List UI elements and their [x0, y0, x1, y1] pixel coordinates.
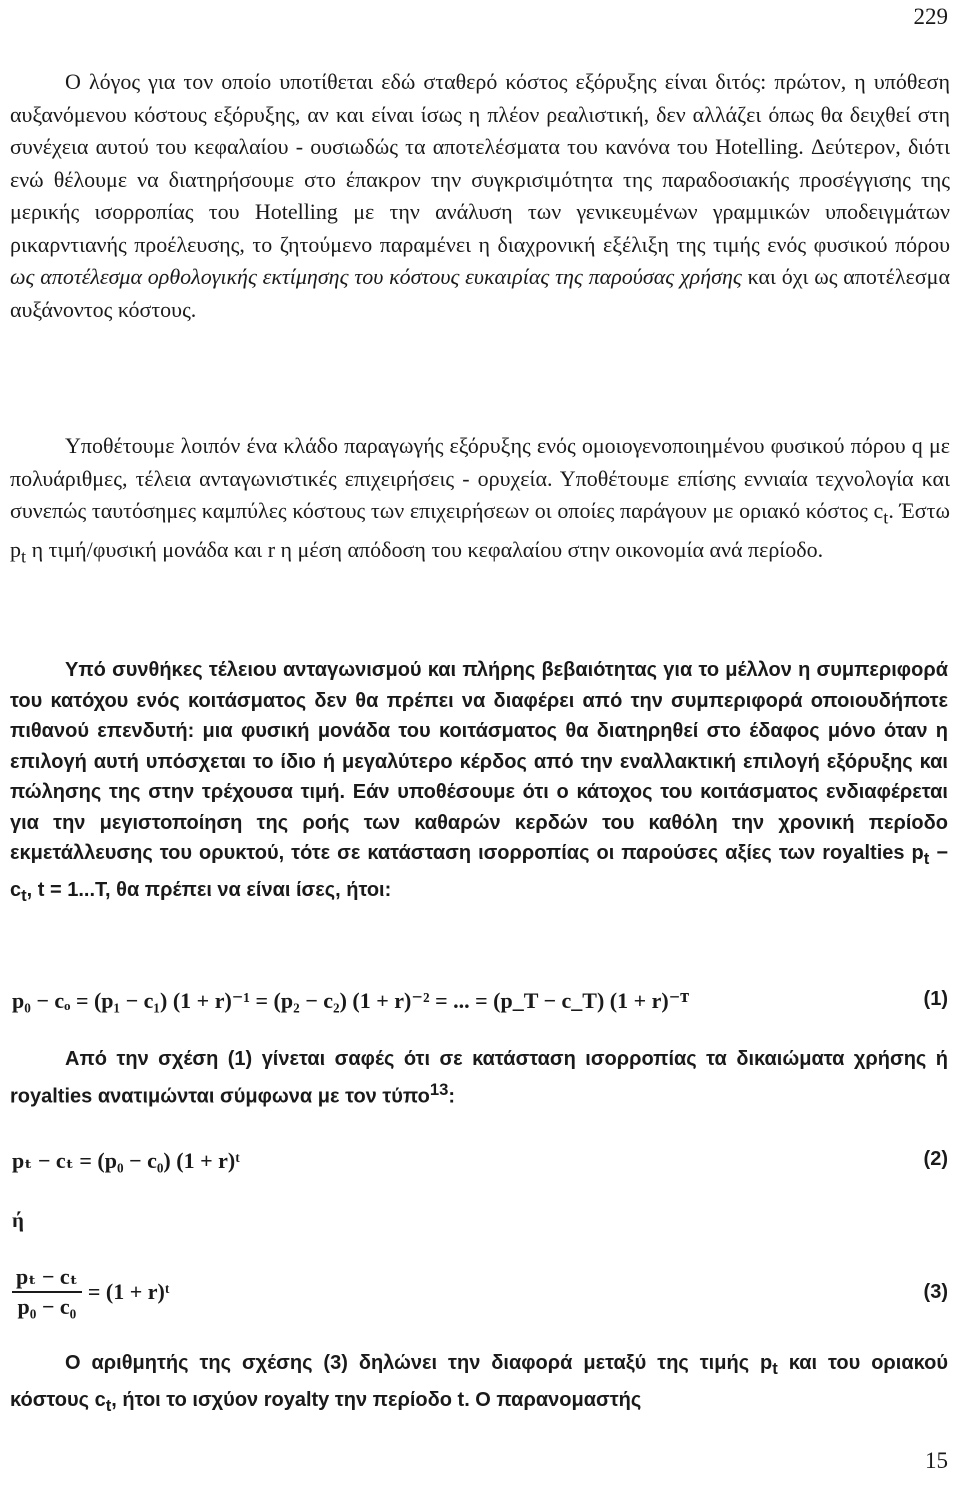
paragraph-2-text-mid: . Έστω p: [10, 498, 950, 562]
equation-3-number: (3): [923, 1281, 948, 1303]
paragraph-2-text-end: η τιμή/φυσική μονάδα και r η μέση απόδοση του κεφαλαίου στην οικονομία ανά περίοδο.: [26, 536, 824, 562]
equation-3-rhs: = (1 + r)ᵗ: [87, 1279, 170, 1304]
paragraph-2-text-start: Υποθέτουμε λοιπόν ένα κλάδο παραγωγής εξόρυξης ενός ομοιογενοποιημένου φυσικού πόρου q με πολυάριθμες, τέλεια ανταγωνιστικές επιχειρήσεις - ορυχεία. Υποθέτουμε επίσης εννιαία τεχνολογία και συνεπώς ταυτόσημες καμπύλες κόστους των επιχειρήσεων οι οποίες παράγουν με οριακό κόστος c: [10, 433, 950, 523]
subscript-t: t: [772, 1359, 778, 1378]
subscript-t: t: [105, 1395, 112, 1415]
paragraph-4-text: Από την σχέση (1) γίνεται σαφές ότι σε κατάσταση ισορροπίας τα δικαιώματα χρήσης ή royalties ανατιμώνται σύμφωνα με τον τύπο: [10, 1048, 948, 1108]
paragraph-2: [10, 430, 950, 573]
page-number-top: 229: [913, 4, 948, 29]
paragraph-1-italic-phrase: ως αποτέλεσμα ορθολογικής εκτίμησης του κόστους ευκαιρίας της παρούσας χρήσης: [10, 264, 742, 289]
paragraph-1-text-end: και όχι ως αποτέλεσμα αυξάνοντος κόστους.: [10, 264, 950, 322]
inline-formula-p: p: [911, 842, 924, 864]
paragraph-5-text-mid: και του οριακού κόστους c: [10, 1352, 949, 1411]
page-number-bottom: 15: [925, 1448, 948, 1473]
paragraph-3-text: Υπό συνθήκες τέλειου ανταγωνισμού και πλήρης βεβαιότητας για το μέλλον η συμπεριφορά του κατόχου ενός κοιτάσματος δεν θα πρέπει να διαφέρει από την συμπεριφορά οποιουδήποτε πιθανού επενδυτή: μια φυσική μονάδα του κοιτάσματος θα διατηρηθεί στο έδαφος μόνο όταν η επιλογή αυτή υπόσχεται το ίδιο ή μεγαλύτερο κέρδος από την εναλλακτική επιλογή εξόρυξης και πώλησης της στην τρέχουσα τιμή. Εάν υποθέσουμε ότι ο κάτοχος του κοιτάσματος ενδιαφέρεται για την μεγιστοποίηση της ροής των καθαρών κερδών του καθόλη την χρονική περίοδο εκμετάλλευσης του ορυκτού, τότε σε κατάσταση ισορροπίας οι παρούσες αξίες των royalties: [10, 659, 948, 864]
equation-1-number: (1): [923, 988, 948, 1010]
paragraph-5-text-start: Ο αριθμητής της σχέσης (3) δηλώνει την διαφορά μεταξύ της τιμής p: [65, 1352, 773, 1374]
fraction-denominator: p₀ − c₀: [17, 1294, 77, 1319]
equation-1-body: p₀ − cₒ = (p₁ − c₁) (1 + r)⁻¹ = (p₂ − c₂) (1 + r)⁻² = ... = (p_T − c_T) (1 + r)⁻ᵀ: [12, 988, 689, 1013]
paragraph-1-text-start: Ο λόγος για τον οποίο υποτίθεται εδώ σταθερό κόστος εξόρυξης είναι διτός: πρώτον, η υπόθεση αυξανόμενου κόστους εξόρυξης, αν και είναι ίσως η πλέον ρεαλιστική, δεν αλλάζει όπως θα δειχθεί στη συνέχεια αυτού του κεφαλαίου - ουσιωδώς τα αποτελέσματα του κανόνα του Hotelling. Δεύτερον, διότι ενώ θέλουμε να διατηρήσουμε στο έπακρον την συγκρισιμότητα της παραδοσιακής προσέγγισης της μερικής ισορροπίας του Hotelling με την ανάλυση των γενικευμένων γραμμικών υποδειγμάτων ρικαρντιανής προέλευσης, το ζητούμενο παραμένει η διαχρονική εξέλιξη της τιμής ενός φυσικού πόρου: [10, 69, 950, 257]
inline-formula-tail: , t = 1...T: [26, 878, 106, 901]
paragraph-5: [10, 1348, 948, 1421]
paragraph-4: [10, 1044, 948, 1112]
paragraph-4-text-end: :: [448, 1085, 456, 1108]
paragraph-5-text-end: , ήτοι το ισχύον royalty την περίοδο t. Ο παρανομαστής: [111, 1388, 642, 1411]
inline-formula-minus-c: − c: [10, 842, 948, 901]
equation-2-number: (2): [923, 1148, 948, 1170]
equation-2-body: pₜ − cₜ = (p₀ − c₀) (1 + r)ᵗ: [12, 1148, 240, 1173]
fraction-numerator: pₜ − cₜ: [12, 1263, 82, 1293]
footnote-marker: 13: [429, 1079, 449, 1099]
paragraph-1: [10, 66, 950, 326]
subscript-t: t: [21, 885, 27, 905]
fraction: [12, 1263, 82, 1321]
paragraph-3: [10, 655, 948, 911]
subscript-t: t: [21, 546, 27, 567]
subscript-t: t: [923, 849, 930, 868]
subscript-t: t: [883, 507, 889, 528]
paragraph-3-text-end: , θα πρέπει να είναι ίσες, ήτοι:: [105, 878, 392, 901]
equation-3-body: [12, 1263, 170, 1321]
or-word: ή: [12, 1208, 24, 1232]
